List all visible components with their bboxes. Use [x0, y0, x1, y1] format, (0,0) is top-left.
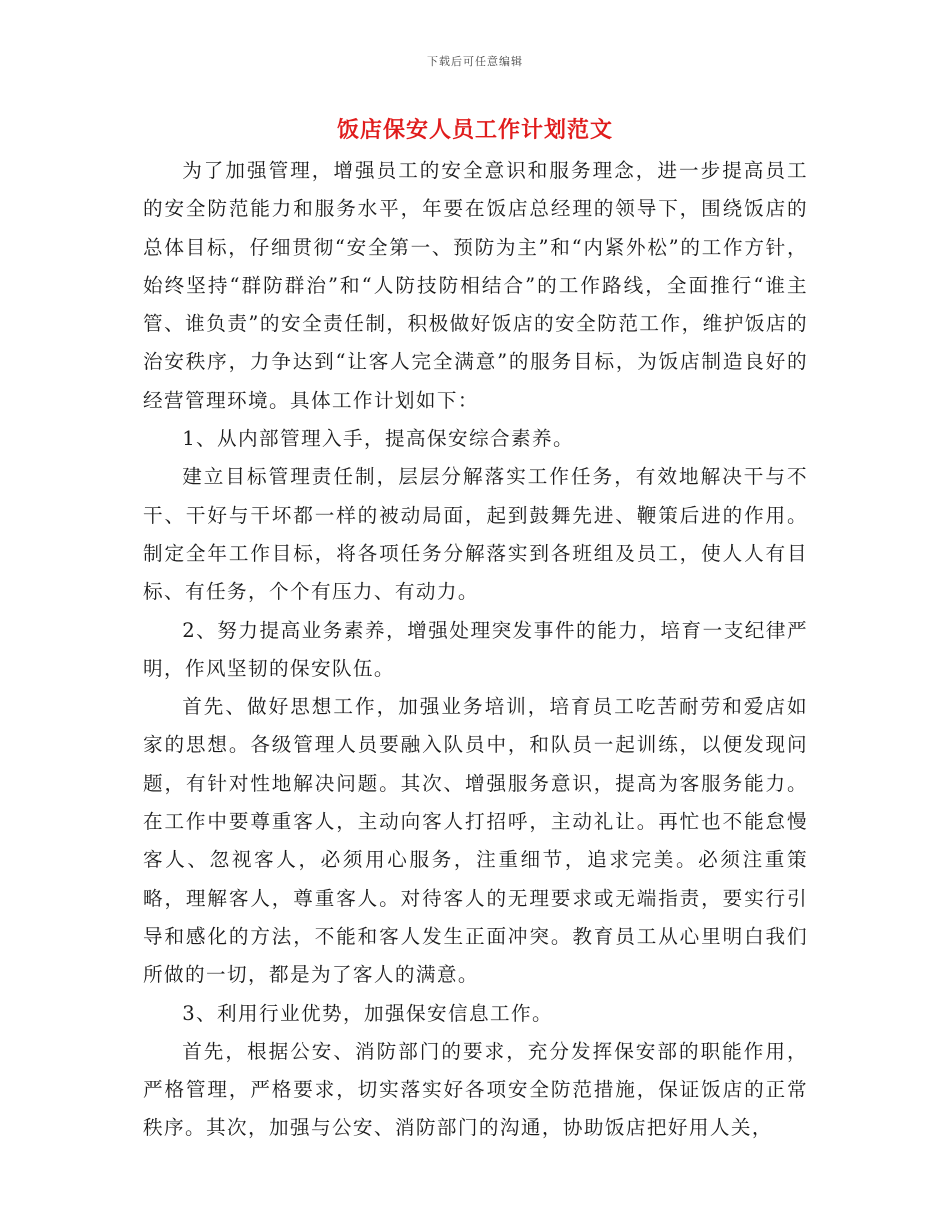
paragraph-item-1-heading: 1、从内部管理入手，提高保安综合素养。: [182, 427, 574, 451]
page-header-note: 下载后可任意编辑: [427, 55, 523, 68]
paragraph-item-2-body: 首先、做好思想工作，加强业务培训，培育员工吃苦耐劳和爱店如家的思想。各级管理人员要融入队员中，和队员一起训练，以便发现问题，有针对性地解决问题。其次、增强服务意识，提高为客服务能力。在工作中要尊重客人，主动向客人打招呼，主动礼让。再忙也不能怠慢客人、忽视客人，必须用心服务，注重细节，追求完美。必须注重策略，理解客人，尊重客人。对待客人的无理要求或无端指责，要实行引导和感化的方法，不能和客人发生正面冲突。教育员工从心里明白我们所做的一切，都是为了客人的满意。: [143, 695, 808, 987]
paragraph-item-3-body: 首先，根据公安、消防部门的要求，充分发挥保安部的职能作用，严格管理，严格要求，切实落实好各项安全防范措施，保证饭店的正常秩序。其次，加强与公安、消防部门的沟通，协助饭店把好用人关，: [143, 1039, 808, 1140]
paragraph-item-3-heading: 3、利用行业优势，加强保安信息工作。: [182, 1001, 553, 1025]
paragraph-item-1-body: 建立目标管理责任制，层层分解落实工作任务，有效地解决干与不干、干好与干坏都一样的被动局面，起到鼓舞先进、鞭策后进的作用。制定全年工作目标，将各项任务分解落实到各班组及员工，使人人有目标、有任务，个个有压力、有动力。: [143, 465, 808, 604]
paragraph-item-2-heading: 2、努力提高业务素养，增强处理突发事件的能力，培育一支纪律严明，作风坚韧的保安队伍。: [143, 618, 808, 680]
paragraph-intro: 为了加强管理，增强员工的安全意识和服务理念，进一步提高员工的安全防范能力和服务水平，年要在饭店总经理的领导下，围绕饭店的总体目标，仔细贯彻“安全第一、预防为主”和“内紧外松”的工作方针，始终坚持“群防群治”和“人防技防相结合”的工作路线，全面推行“谁主管、谁负责”的安全责任制，积极做好饭店的安全防范工作，维护饭店的治安秩序，力争达到“让客人完全满意”的服务目标，为饭店制造良好的经营管理环境。具体工作计划如下：: [143, 159, 808, 412]
document-title: 饭店保安人员工作计划范文: [336, 117, 613, 143]
document-body: [143, 152, 808, 1148]
